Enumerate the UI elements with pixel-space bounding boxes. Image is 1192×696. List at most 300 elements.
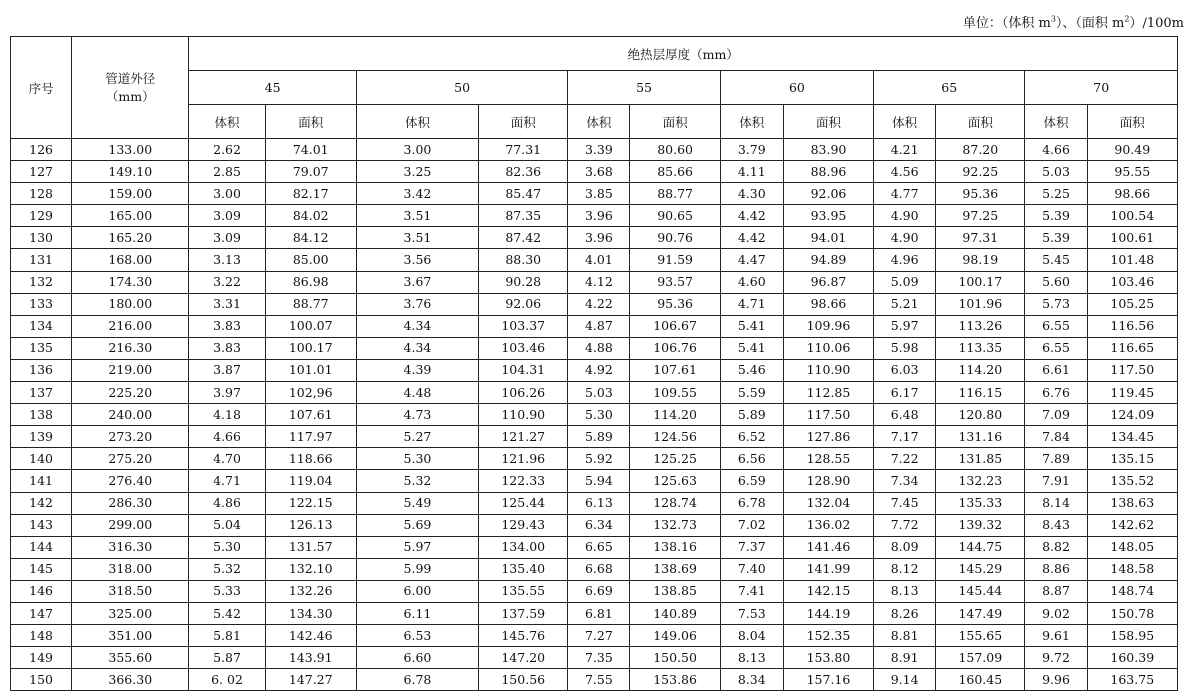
cell-area: 106.67 [630,315,720,337]
cell-pipe-od: 165.00 [72,205,189,227]
cell-volume: 6.78 [356,669,478,691]
cell-area: 98.66 [783,293,873,315]
cell-volume: 4.47 [720,249,783,271]
cell-area: 149.06 [630,625,720,647]
cell-area: 132.73 [630,514,720,536]
cell-volume: 5.89 [568,426,630,448]
cell-volume: 6.55 [1025,315,1087,337]
cell-area: 77.31 [479,139,568,161]
cell-area: 150.50 [630,647,720,669]
cell-volume: 8.04 [720,625,783,647]
cell-area: 112.85 [783,382,873,404]
cell-volume: 7.45 [874,492,936,514]
cell-volume: 4.39 [356,359,478,381]
cell-area: 100.54 [1087,205,1177,227]
cell-area: 124.09 [1087,404,1177,426]
table-row [11,580,1178,602]
table-row [11,359,1178,381]
table-row [11,249,1178,271]
cell-volume: 3.00 [356,139,478,161]
cell-area: 92.06 [479,293,568,315]
cell-index: 131 [11,249,72,271]
cell-area: 145.76 [479,625,568,647]
cell-area: 109.55 [630,382,720,404]
cell-area: 129.43 [479,514,568,536]
header-volume: 体积 [189,105,265,139]
cell-area: 101.96 [936,293,1025,315]
cell-volume: 3.00 [189,183,265,205]
header-volume: 体积 [356,105,478,139]
cell-volume: 4.92 [568,359,630,381]
cell-area: 134.45 [1087,426,1177,448]
header-volume: 体积 [720,105,783,139]
cell-area: 105.25 [1087,293,1177,315]
cell-volume: 5.99 [356,558,478,580]
table-row [11,315,1178,337]
cell-volume: 4.66 [189,426,265,448]
cell-area: 100.61 [1087,227,1177,249]
cell-area: 119.04 [265,470,356,492]
cell-volume: 7.91 [1025,470,1087,492]
cell-index: 129 [11,205,72,227]
cell-area: 145.29 [936,558,1025,580]
header-index [11,37,72,139]
cell-area: 135.15 [1087,448,1177,470]
unit-note-sup-volume: 3 [1050,14,1056,24]
cell-area: 136.02 [783,514,873,536]
cell-volume: 4.12 [568,271,630,293]
table-row [11,448,1178,470]
cell-volume: 7.72 [874,514,936,536]
cell-area: 157.16 [783,669,873,691]
cell-area: 143.91 [265,647,356,669]
cell-pipe-od: 366.30 [72,669,189,691]
cell-volume: 4.18 [189,404,265,426]
header-area: 面积 [783,105,873,139]
cell-volume: 6. 02 [189,669,265,691]
cell-volume: 2.62 [189,139,265,161]
cell-index: 140 [11,448,72,470]
cell-index: 133 [11,293,72,315]
cell-volume: 8.43 [1025,514,1087,536]
cell-area: 138.16 [630,536,720,558]
header-thickness: 65 [874,71,1025,105]
cell-index: 130 [11,227,72,249]
cell-area: 107.61 [630,359,720,381]
cell-volume: 8.81 [874,625,936,647]
cell-volume: 3.67 [356,271,478,293]
cell-pipe-od: 219.00 [72,359,189,381]
cell-pipe-od: 318.00 [72,558,189,580]
header-pipe-od [72,37,189,139]
table-row [11,669,1178,691]
cell-area: 127.86 [783,426,873,448]
cell-pipe-od: 216.30 [72,337,189,359]
cell-area: 124.56 [630,426,720,448]
cell-pipe-od: 275.20 [72,448,189,470]
cell-area: 94.89 [783,249,873,271]
cell-area: 92.06 [783,183,873,205]
cell-area: 122.15 [265,492,356,514]
cell-pipe-od: 168.00 [72,249,189,271]
cell-volume: 8.14 [1025,492,1087,514]
cell-pipe-od: 180.00 [72,293,189,315]
cell-index: 141 [11,470,72,492]
cell-volume: 4.42 [720,205,783,227]
table-row [11,558,1178,580]
cell-area: 147.27 [265,669,356,691]
cell-index: 136 [11,359,72,381]
cell-volume: 3.13 [189,249,265,271]
table-row [11,337,1178,359]
cell-volume: 5.32 [189,558,265,580]
cell-volume: 6.56 [720,448,783,470]
table-row [11,161,1178,183]
cell-volume: 6.11 [356,602,478,624]
cell-area: 95.55 [1087,161,1177,183]
cell-index: 134 [11,315,72,337]
cell-index: 127 [11,161,72,183]
cell-volume: 8.26 [874,602,936,624]
cell-area: 100.17 [265,337,356,359]
cell-volume: 2.85 [189,161,265,183]
cell-volume: 4.70 [189,448,265,470]
cell-index: 137 [11,382,72,404]
cell-area: 100.07 [265,315,356,337]
table-row [11,647,1178,669]
cell-area: 148.58 [1087,558,1177,580]
cell-area: 93.57 [630,271,720,293]
cell-volume: 7.53 [720,602,783,624]
cell-volume: 7.41 [720,580,783,602]
header-area: 面积 [1087,105,1177,139]
cell-area: 95.36 [936,183,1025,205]
cell-area: 144.75 [936,536,1025,558]
cell-volume: 3.97 [189,382,265,404]
cell-pipe-od: 225.20 [72,382,189,404]
header-thickness: 60 [720,71,873,105]
header-thickness: 55 [568,71,720,105]
cell-area: 155.65 [936,625,1025,647]
cell-area: 98.66 [1087,183,1177,205]
cell-area: 106.76 [630,337,720,359]
cell-area: 125.63 [630,470,720,492]
cell-area: 97.31 [936,227,1025,249]
cell-volume: 5.30 [189,536,265,558]
cell-area: 114.20 [630,404,720,426]
cell-area: 122.33 [479,470,568,492]
cell-volume: 5.39 [1025,205,1087,227]
cell-index: 142 [11,492,72,514]
cell-area: 126.13 [265,514,356,536]
cell-volume: 6.17 [874,382,936,404]
cell-volume: 4.71 [720,293,783,315]
cell-area: 138.69 [630,558,720,580]
cell-volume: 3.83 [189,337,265,359]
cell-area: 117.50 [1087,359,1177,381]
cell-area: 87.35 [479,205,568,227]
cell-area: 142.15 [783,580,873,602]
cell-volume: 5.97 [356,536,478,558]
table-row [11,382,1178,404]
cell-area: 119.45 [1087,382,1177,404]
cell-volume: 7.40 [720,558,783,580]
cell-area: 83.90 [783,139,873,161]
cell-volume: 6.53 [356,625,478,647]
cell-volume: 5.27 [356,426,478,448]
cell-area: 132.10 [265,558,356,580]
cell-volume: 8.12 [874,558,936,580]
cell-index: 128 [11,183,72,205]
header-area: 面积 [265,105,356,139]
cell-area: 125.25 [630,448,720,470]
cell-area: 101.01 [265,359,356,381]
cell-area: 116.15 [936,382,1025,404]
cell-volume: 7.55 [568,669,630,691]
cell-volume: 8.91 [874,647,936,669]
cell-area: 95.36 [630,293,720,315]
cell-area: 103.37 [479,315,568,337]
cell-area: 157.09 [936,647,1025,669]
cell-area: 148.74 [1087,580,1177,602]
cell-area: 135.40 [479,558,568,580]
cell-volume: 4.01 [568,249,630,271]
table-row [11,536,1178,558]
cell-volume: 8.82 [1025,536,1087,558]
cell-volume: 9.02 [1025,602,1087,624]
cell-volume: 6.59 [720,470,783,492]
cell-area: 106.26 [479,382,568,404]
header-pipe-od-unit: （mm） [105,88,155,104]
cell-volume: 5.97 [874,315,936,337]
cell-volume: 4.66 [1025,139,1087,161]
cell-volume: 5.30 [568,404,630,426]
header-volume: 体积 [874,105,936,139]
cell-volume: 5.03 [1025,161,1087,183]
cell-area: 103.46 [479,337,568,359]
cell-volume: 4.60 [720,271,783,293]
table-row [11,625,1178,647]
table-row [11,205,1178,227]
cell-volume: 6.00 [356,580,478,602]
table-row [11,271,1178,293]
cell-area: 113.35 [936,337,1025,359]
cell-index: 145 [11,558,72,580]
cell-area: 134.30 [265,602,356,624]
cell-area: 153.80 [783,647,873,669]
cell-area: 148.05 [1087,536,1177,558]
cell-volume: 7.09 [1025,404,1087,426]
cell-volume: 6.68 [568,558,630,580]
cell-volume: 3.87 [189,359,265,381]
cell-area: 87.42 [479,227,568,249]
unit-note-middle: ）、（面积 m [1055,16,1125,31]
cell-volume: 4.90 [874,205,936,227]
cell-volume: 6.81 [568,602,630,624]
cell-volume: 7.02 [720,514,783,536]
table-row [11,139,1178,161]
cell-area: 147.49 [936,602,1025,624]
cell-area: 91.59 [630,249,720,271]
cell-volume: 5.94 [568,470,630,492]
cell-area: 131.85 [936,448,1025,470]
cell-area: 109.96 [783,315,873,337]
cell-volume: 5.30 [356,448,478,470]
cell-volume: 7.17 [874,426,936,448]
header-pipe-od-label: 管道外径 [105,70,156,86]
cell-area: 121.27 [479,426,568,448]
cell-volume: 7.35 [568,647,630,669]
header-thickness-group [189,37,1178,71]
cell-pipe-od: 240.00 [72,404,189,426]
cell-volume: 4.77 [874,183,936,205]
cell-index: 135 [11,337,72,359]
cell-volume: 7.34 [874,470,936,492]
cell-area: 88.77 [630,183,720,205]
cell-area: 142.46 [265,625,356,647]
cell-pipe-od: 276.40 [72,470,189,492]
cell-volume: 4.88 [568,337,630,359]
cell-area: 100.17 [936,271,1025,293]
cell-area: 144.19 [783,602,873,624]
unit-note-prefix: 单位：（体积 m [962,16,1051,31]
cell-pipe-od: 286.30 [72,492,189,514]
cell-volume: 5.33 [189,580,265,602]
cell-index: 149 [11,647,72,669]
cell-volume: 3.51 [356,205,478,227]
cell-volume: 4.96 [874,249,936,271]
cell-volume: 4.11 [720,161,783,183]
table-row [11,183,1178,205]
header-volume: 体积 [568,105,630,139]
header-area: 面积 [630,105,720,139]
cell-volume: 5.87 [189,647,265,669]
table-body [11,139,1178,691]
cell-volume: 4.34 [356,337,478,359]
cell-volume: 4.48 [356,382,478,404]
cell-pipe-od: 318.50 [72,580,189,602]
cell-volume: 6.55 [1025,337,1087,359]
header-thickness-group-label: 绝热层厚度（mm） [627,46,739,62]
cell-area: 114.20 [936,359,1025,381]
cell-volume: 3.31 [189,293,265,315]
cell-area: 147.20 [479,647,568,669]
cell-area: 92.25 [936,161,1025,183]
cell-area: 150.78 [1087,602,1177,624]
cell-area: 80.60 [630,139,720,161]
cell-pipe-od: 165.20 [72,227,189,249]
cell-volume: 6.69 [568,580,630,602]
cell-area: 135.55 [479,580,568,602]
cell-area: 163.75 [1087,669,1177,691]
cell-area: 107.61 [265,404,356,426]
cell-volume: 8.86 [1025,558,1087,580]
cell-area: 141.99 [783,558,873,580]
cell-volume: 6.48 [874,404,936,426]
cell-area: 97.25 [936,205,1025,227]
cell-pipe-od: 159.00 [72,183,189,205]
cell-volume: 4.87 [568,315,630,337]
header-area: 面积 [479,105,568,139]
cell-area: 90.49 [1087,139,1177,161]
cell-area: 85.00 [265,249,356,271]
cell-area: 128.90 [783,470,873,492]
cell-index: 132 [11,271,72,293]
cell-volume: 3.09 [189,205,265,227]
cell-volume: 5.39 [1025,227,1087,249]
cell-volume: 8.13 [720,647,783,669]
cell-volume: 6.65 [568,536,630,558]
cell-pipe-od: 299.00 [72,514,189,536]
table-row [11,426,1178,448]
cell-volume: 4.71 [189,470,265,492]
cell-index: 148 [11,625,72,647]
cell-volume: 5.69 [356,514,478,536]
cell-volume: 5.73 [1025,293,1087,315]
cell-area: 103.46 [1087,271,1177,293]
cell-volume: 9.96 [1025,669,1087,691]
cell-index: 147 [11,602,72,624]
table-row [11,470,1178,492]
cell-volume: 6.76 [1025,382,1087,404]
cell-volume: 4.22 [568,293,630,315]
cell-area: 86.98 [265,271,356,293]
cell-area: 84.02 [265,205,356,227]
cell-area: 85.47 [479,183,568,205]
cell-area: 82.36 [479,161,568,183]
cell-volume: 5.92 [568,448,630,470]
cell-area: 96.87 [783,271,873,293]
cell-area: 128.74 [630,492,720,514]
cell-area: 139.32 [936,514,1025,536]
cell-area: 94.01 [783,227,873,249]
cell-volume: 6.60 [356,647,478,669]
cell-volume: 5.21 [874,293,936,315]
insulation-table [10,36,1178,691]
unit-note-suffix: ）/100m [1129,16,1184,31]
cell-volume: 3.68 [568,161,630,183]
cell-area: 113.26 [936,315,1025,337]
cell-area: 74.01 [265,139,356,161]
cell-index: 143 [11,514,72,536]
cell-area: 110.90 [479,404,568,426]
cell-volume: 7.84 [1025,426,1087,448]
header-thickness: 70 [1025,71,1178,105]
cell-area: 110.06 [783,337,873,359]
cell-volume: 4.90 [874,227,936,249]
cell-area: 82.17 [265,183,356,205]
cell-volume: 7.37 [720,536,783,558]
cell-pipe-od: 133.00 [72,139,189,161]
cell-volume: 3.85 [568,183,630,205]
cell-volume: 3.09 [189,227,265,249]
header-volume: 体积 [1025,105,1087,139]
cell-volume: 5.59 [720,382,783,404]
cell-volume: 5.60 [1025,271,1087,293]
cell-volume: 3.83 [189,315,265,337]
cell-volume: 4.56 [874,161,936,183]
cell-area: 132.04 [783,492,873,514]
cell-volume: 5.49 [356,492,478,514]
cell-area: 90.28 [479,271,568,293]
unit-note [963,12,1184,31]
cell-area: 128.55 [783,448,873,470]
cell-area: 145.44 [936,580,1025,602]
cell-area: 87.20 [936,139,1025,161]
cell-volume: 4.73 [356,404,478,426]
cell-volume: 7.89 [1025,448,1087,470]
cell-area: 132.23 [936,470,1025,492]
